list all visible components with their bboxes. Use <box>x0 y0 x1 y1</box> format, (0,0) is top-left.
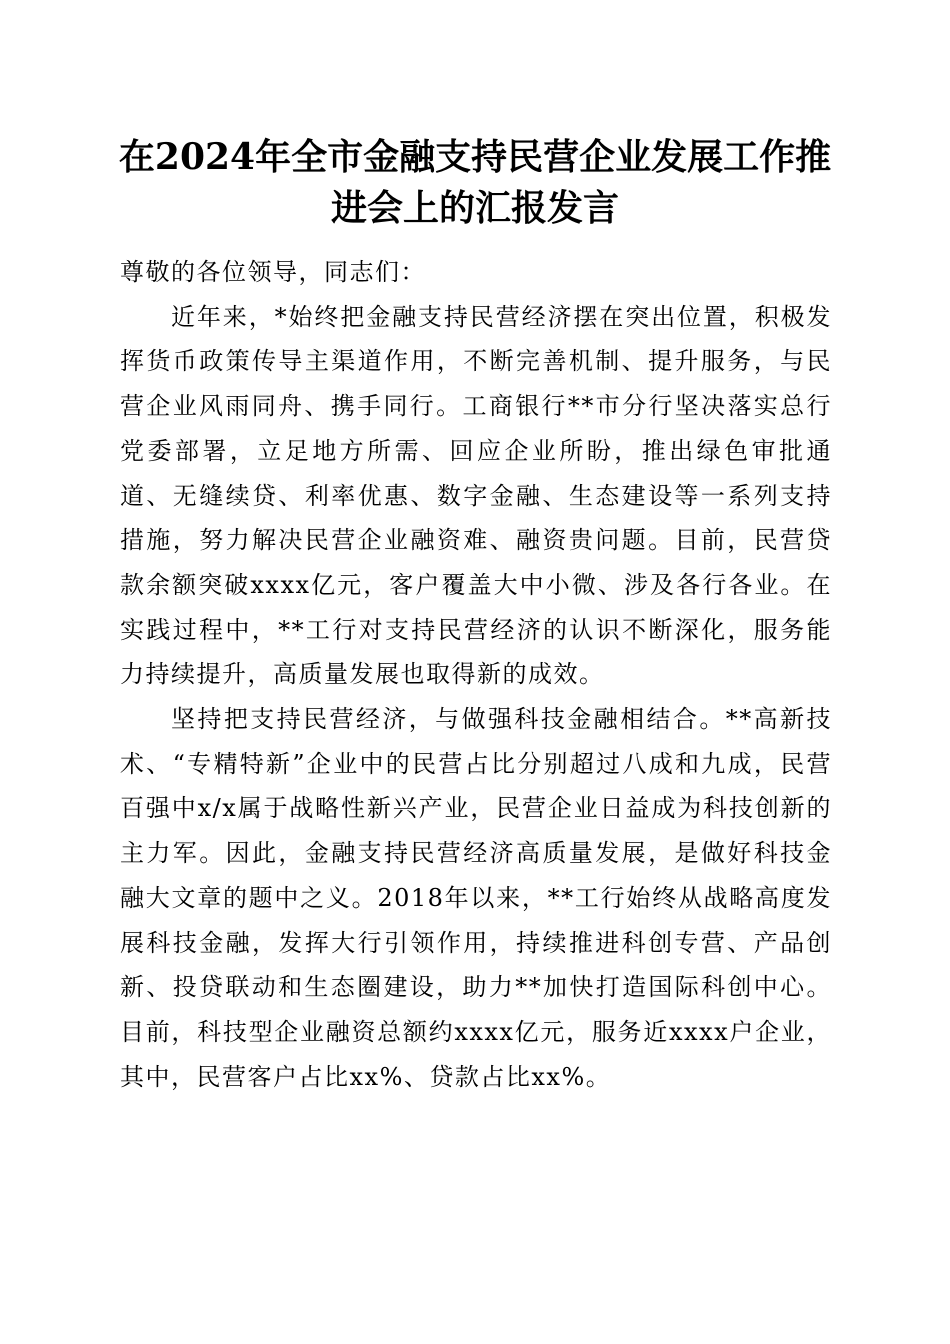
paragraph-1: 近年来，*始终把金融支持民营经济摆在突出位置，积极发挥货币政策传导主渠道作用，不断完善机制、提升服务，与民营企业风雨同舟、携手同行。工商银行**市分行坚决落实总行党委部署，立足地方所需、回应企业所盼，推出绿色审批通道、无缝续贷、利率优惠、数字金融、生态建设等一系列支持措施，努力解决民营企业融资难、融资贵问题。目前，民营贷款余额突破xxxx亿元，客户覆盖大中小微、涉及各行各业。在实践过程中，**工行对支持民营经济的认识不断深化，服务能力持续提升，高质量发展也取得新的成效。 <box>120 302 832 689</box>
title-line-1: 在2024年全市金融支持民营企业发展工作推 <box>118 136 832 178</box>
paragraph-2: 坚持把支持民营经济，与做强科技金融相结合。**高新技术、“专精特新”企业中的民营占比分别超过八成和九成，民营百强中x/x属于战略性新兴产业，民营企业日益成为科技创新的主力军。因此，金融支持民营经济高质量发展，是做好科技金融大文章的题中之义。2018年以来，**工行始终从战略高度发展科技金融，发挥大行引领作用，持续推进科创专营、产品创新、投贷联动和生态圈建设，助力**加快打造国际科创中心。目前，科技型企业融资总额约xxxx亿元，服务近xxxx户企业，其中，民营客户占比xx%、贷款占比xx%。 <box>120 705 832 1091</box>
salutation: 尊敬的各位领导，同志们： <box>120 258 426 286</box>
title-line-2: 进会上的汇报发言 <box>330 187 619 229</box>
document-body <box>120 250 832 1099</box>
document-title <box>110 132 840 234</box>
